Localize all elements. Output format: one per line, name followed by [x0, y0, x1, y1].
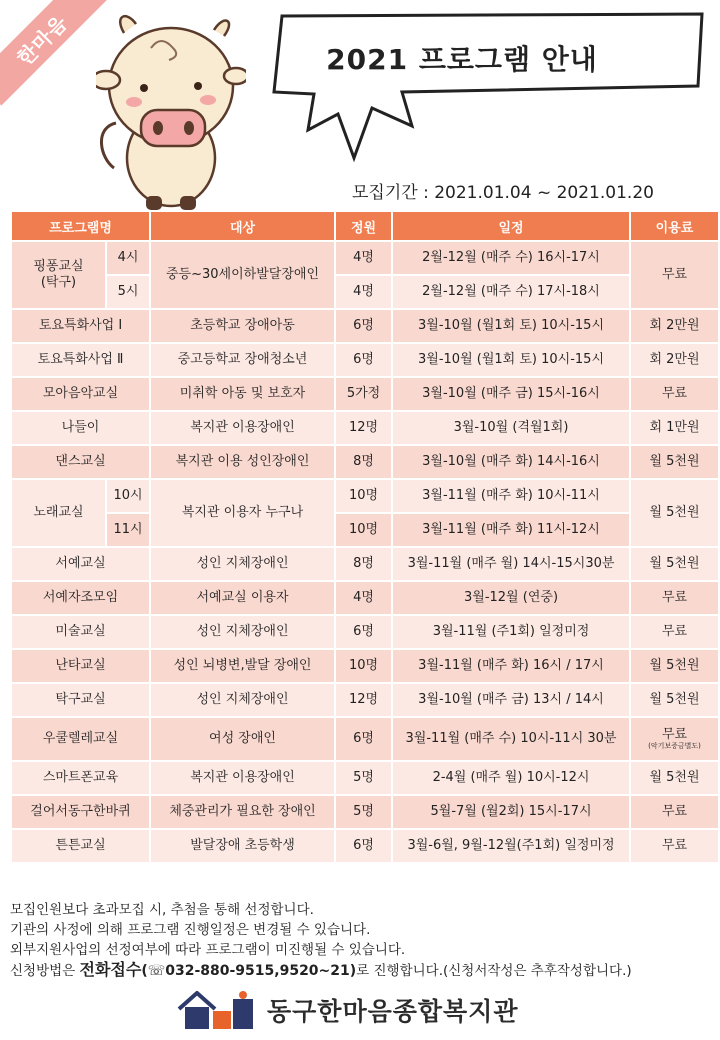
organization-name: 동구한마음종합복지관: [267, 997, 519, 1026]
cell-capacity: 4명: [335, 581, 392, 615]
cell-time: 10시: [106, 479, 150, 513]
table-row: [11, 343, 719, 377]
cell-capacity: 5가정: [335, 377, 392, 411]
note-line: 모집인원보다 초과모집 시, 추첨을 통해 선정합니다.: [10, 902, 314, 918]
cell-fee: 무료: [630, 829, 719, 863]
cell-schedule: 3월-11월 (주1회) 일정미정: [392, 615, 630, 649]
cell-program: 모아음악교실: [11, 377, 150, 411]
cell-capacity: 4명: [335, 275, 392, 309]
house-logo-icon: [175, 989, 261, 1031]
cell-capacity: 8명: [335, 445, 392, 479]
cell-target: 복지관 이용장애인: [150, 411, 335, 445]
cell-capacity: 6명: [335, 829, 392, 863]
table-row: [11, 761, 719, 795]
fee-note: (악기보증금별도): [648, 742, 701, 751]
cell-fee: 회 2만원: [630, 309, 719, 343]
cell-capacity: 10명: [335, 649, 392, 683]
cell-target: 발달장애 초등학생: [150, 829, 335, 863]
fee-value: 무료: [661, 727, 688, 743]
header-target: 대상: [150, 211, 335, 241]
table-row: [11, 615, 719, 649]
header-schedule: 일정: [392, 211, 630, 241]
note-line: 기관의 사정에 의해 프로그램 진행일정은 변경될 수 있습니다.: [10, 922, 371, 938]
cow-mascot-icon: [96, 8, 246, 213]
cell-target: 복지관 이용장애인: [150, 761, 335, 795]
cell-fee: 월 5천원: [630, 649, 719, 683]
cell-schedule: 5월-7월 (월2회) 15시-17시: [392, 795, 630, 829]
cell-program: 우쿨렐레교실: [11, 717, 150, 761]
table-row: [11, 829, 719, 863]
table-row: [11, 717, 719, 761]
cell-fee: 월 5천원: [630, 547, 719, 581]
cell-program: 댄스교실: [11, 445, 150, 479]
speech-bubble-icon: [252, 8, 712, 173]
cell-capacity: 6명: [335, 615, 392, 649]
cell-fee: 무료: [630, 615, 719, 649]
cell-capacity: 12명: [335, 683, 392, 717]
cell-target: 중등~30세이하발달장애인: [150, 241, 335, 309]
cell-schedule: 3월-10월 (매주 금) 15시-16시: [392, 377, 630, 411]
cell-program: 서예자조모임: [11, 581, 150, 615]
cell-schedule: 3월-10월 (매주 화) 14시-16시: [392, 445, 630, 479]
cell-fee: 회 2만원: [630, 343, 719, 377]
header-program: 프로그램명: [11, 211, 150, 241]
cell-target: 체중관리가 필요한 장애인: [150, 795, 335, 829]
table-header-row: [11, 211, 719, 241]
header-fee: 이용료: [630, 211, 719, 241]
cell-capacity: 6명: [335, 309, 392, 343]
cell-program: 걸어서동구한바퀴: [11, 795, 150, 829]
cell-capacity: 10명: [335, 513, 392, 547]
cell-schedule: 3월-11월 (매주 수) 10시-11시 30분: [392, 717, 630, 761]
cell-fee: 회 1만원: [630, 411, 719, 445]
cell-program: 노래교실: [11, 479, 106, 547]
cell-target: 서예교실 이용자: [150, 581, 335, 615]
header-capacity: 정원: [335, 211, 392, 241]
table-row: [11, 683, 719, 717]
cell-schedule: 3월-11월 (매주 화) 10시-11시: [392, 479, 630, 513]
cell-fee: 월 5천원: [630, 761, 719, 795]
program-table: [10, 210, 720, 864]
cell-schedule: 2월-12월 (매주 수) 17시-18시: [392, 275, 630, 309]
cell-program: 탁구교실: [11, 683, 150, 717]
apply-phone: (☏032-880-9515,9520~21): [141, 963, 357, 979]
cell-schedule: 3월-6월, 9월-12월(주1회) 일정미정: [392, 829, 630, 863]
page-title: 2021 프로그램 안내: [326, 43, 598, 76]
table-row: [11, 377, 719, 411]
table-row: [11, 581, 719, 615]
cell-program: 튼튼교실: [11, 829, 150, 863]
cell-capacity: 6명: [335, 343, 392, 377]
cell-target: 성인 지체장애인: [150, 615, 335, 649]
cell-capacity: 5명: [335, 795, 392, 829]
cell-time: 11시: [106, 513, 150, 547]
cell-program: 서예교실: [11, 547, 150, 581]
apply-method: 전화접수: [79, 960, 142, 979]
cell-fee: 무료: [630, 377, 719, 411]
cell-target: 여성 장애인: [150, 717, 335, 761]
table-row: [11, 275, 719, 309]
apply-line: [10, 960, 715, 981]
apply-suffix: 로 진행합니다.(신청서작성은 추후작성합니다.): [356, 963, 632, 979]
cell-program: 스마트폰교육: [11, 761, 150, 795]
cell-fee: 무료: [630, 795, 719, 829]
cell-target: 성인 지체장애인: [150, 683, 335, 717]
table-row: [11, 513, 719, 547]
cell-fee: 월 5천원: [630, 479, 719, 547]
cell-program: 미술교실: [11, 615, 150, 649]
cell-program: 나들이: [11, 411, 150, 445]
table-row: [11, 479, 719, 513]
cell-program: 토요특화사업 Ⅱ: [11, 343, 150, 377]
cell-capacity: 12명: [335, 411, 392, 445]
cell-target: 성인 뇌병변,발달 장애인: [150, 649, 335, 683]
cell-schedule: 3월-10월 (월1회 토) 10시-15시: [392, 343, 630, 377]
cell-capacity: 4명: [335, 241, 392, 275]
cell-schedule: 3월-10월 (격월1회): [392, 411, 630, 445]
cell-target: 복지관 이용 성인장애인: [150, 445, 335, 479]
cell-time: 4시: [106, 241, 150, 275]
notes-section: [10, 900, 715, 981]
apply-prefix: 신청방법은: [10, 963, 80, 979]
cell-schedule: 3월-12월 (연중): [392, 581, 630, 615]
cell-target: 중고등학교 장애청소년: [150, 343, 335, 377]
cell-program: 토요특화사업 Ⅰ: [11, 309, 150, 343]
cell-fee: 무료: [630, 241, 719, 309]
cell-target: 복지관 이용자 누구나: [150, 479, 335, 547]
cell-program: 난타교실: [11, 649, 150, 683]
cell-schedule: 3월-10월 (매주 금) 13시 / 14시: [392, 683, 630, 717]
cell-schedule: 3월-11월 (매주 화) 16시 / 17시: [392, 649, 630, 683]
footer: [175, 988, 555, 1032]
cell-fee: [630, 717, 719, 761]
table-row: [11, 241, 719, 275]
cell-schedule: 3월-11월 (매주 월) 14시-15시30분: [392, 547, 630, 581]
cell-capacity: 10명: [335, 479, 392, 513]
recruitment-period: 모집기간 : 2021.01.04 ~ 2021.01.20: [352, 183, 654, 203]
table-row: [11, 547, 719, 581]
cell-schedule: 3월-11월 (매주 화) 11시-12시: [392, 513, 630, 547]
cell-fee: 무료: [630, 581, 719, 615]
cell-target: 미취학 아동 및 보호자: [150, 377, 335, 411]
cell-program: 핑퐁교실 (탁구): [11, 241, 106, 309]
cell-capacity: 6명: [335, 717, 392, 761]
table-row: [11, 445, 719, 479]
cell-schedule: 3월-10월 (월1회 토) 10시-15시: [392, 309, 630, 343]
cell-fee: 월 5천원: [630, 445, 719, 479]
note-line: 외부지원사업의 선정여부에 따라 프로그램이 미진행될 수 있습니다.: [10, 942, 406, 958]
table-row: [11, 649, 719, 683]
cell-time: 5시: [106, 275, 150, 309]
table-row: [11, 795, 719, 829]
cell-capacity: 5명: [335, 761, 392, 795]
cell-capacity: 8명: [335, 547, 392, 581]
cell-target: 성인 지체장애인: [150, 547, 335, 581]
cell-fee: 월 5천원: [630, 683, 719, 717]
table-row: [11, 411, 719, 445]
corner-ribbon: 한마음: [0, 0, 107, 105]
cell-schedule: 2월-12월 (매주 수) 16시-17시: [392, 241, 630, 275]
table-row: [11, 309, 719, 343]
cell-target: 초등학교 장애아동: [150, 309, 335, 343]
cell-schedule: 2-4월 (매주 월) 10시-12시: [392, 761, 630, 795]
